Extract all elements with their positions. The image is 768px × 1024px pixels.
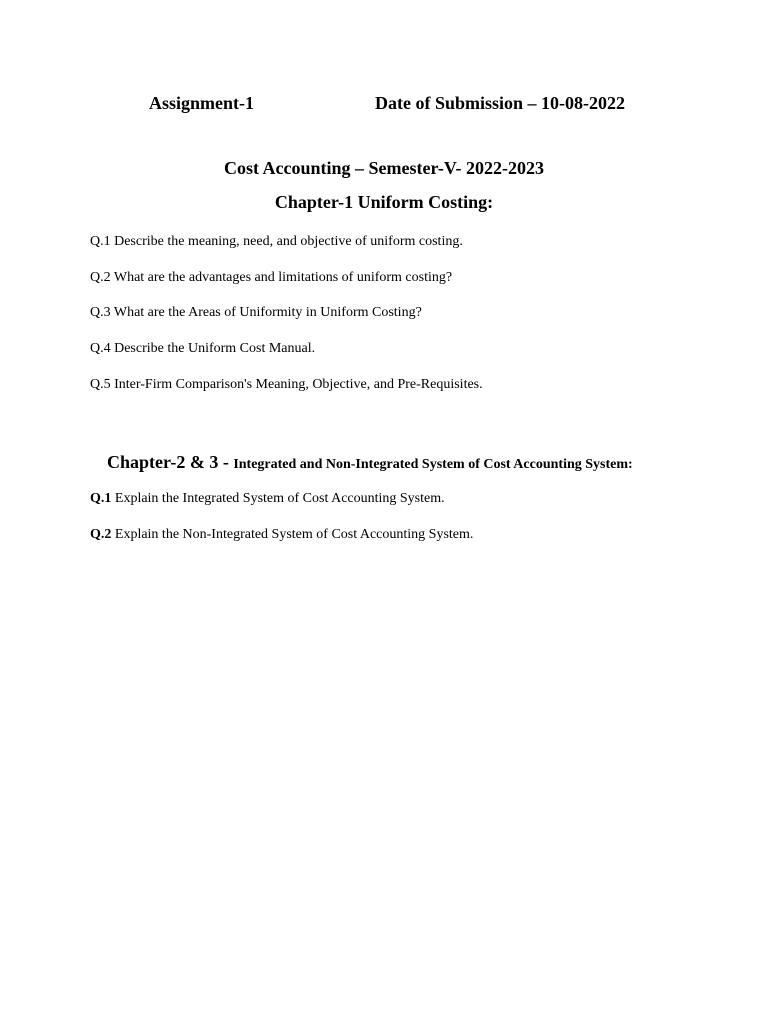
chapter1-question-1: Q.1 Describe the meaning, need, and objective of uniform costing. [90, 234, 463, 249]
chapter1-title: Chapter-1 Uniform Costing: [274, 192, 494, 212]
submission-date: Date of Submission – 10-08-2022 [375, 93, 626, 113]
chapter2-title-suffix: Integrated and Non-Integrated System of Cost Accounting System: [233, 457, 633, 472]
chapter2-title-prefix: Chapter-2 & 3 - [107, 452, 234, 472]
chapter1-question-3: Q.3 What are the Areas of Uniformity in Uniform Costing? [90, 305, 422, 320]
chapter2-question-1 [90, 492, 445, 506]
chapter1-question-4: Q.4 Describe the Uniform Cost Manual. [90, 341, 316, 356]
chapter2-title [107, 453, 633, 472]
chapter1-question-5: Q.5 Inter-Firm Comparison's Meaning, Objective, and Pre-Requisites. [90, 377, 483, 392]
chapter2-question-2 [90, 528, 473, 542]
question-text: Explain the Non-Integrated System of Cost Accounting System. [111, 527, 474, 542]
assignment-title: Assignment-1 [149, 93, 255, 113]
question-number: Q.1 [90, 491, 112, 506]
question-number: Q.2 [90, 527, 112, 542]
chapter1-question-2: Q.2 What are the advantages and limitations of uniform costing? [90, 270, 453, 285]
question-text: Explain the Integrated System of Cost Accounting System. [111, 491, 445, 506]
course-title: Cost Accounting – Semester-V- 2022-2023 [224, 158, 544, 178]
